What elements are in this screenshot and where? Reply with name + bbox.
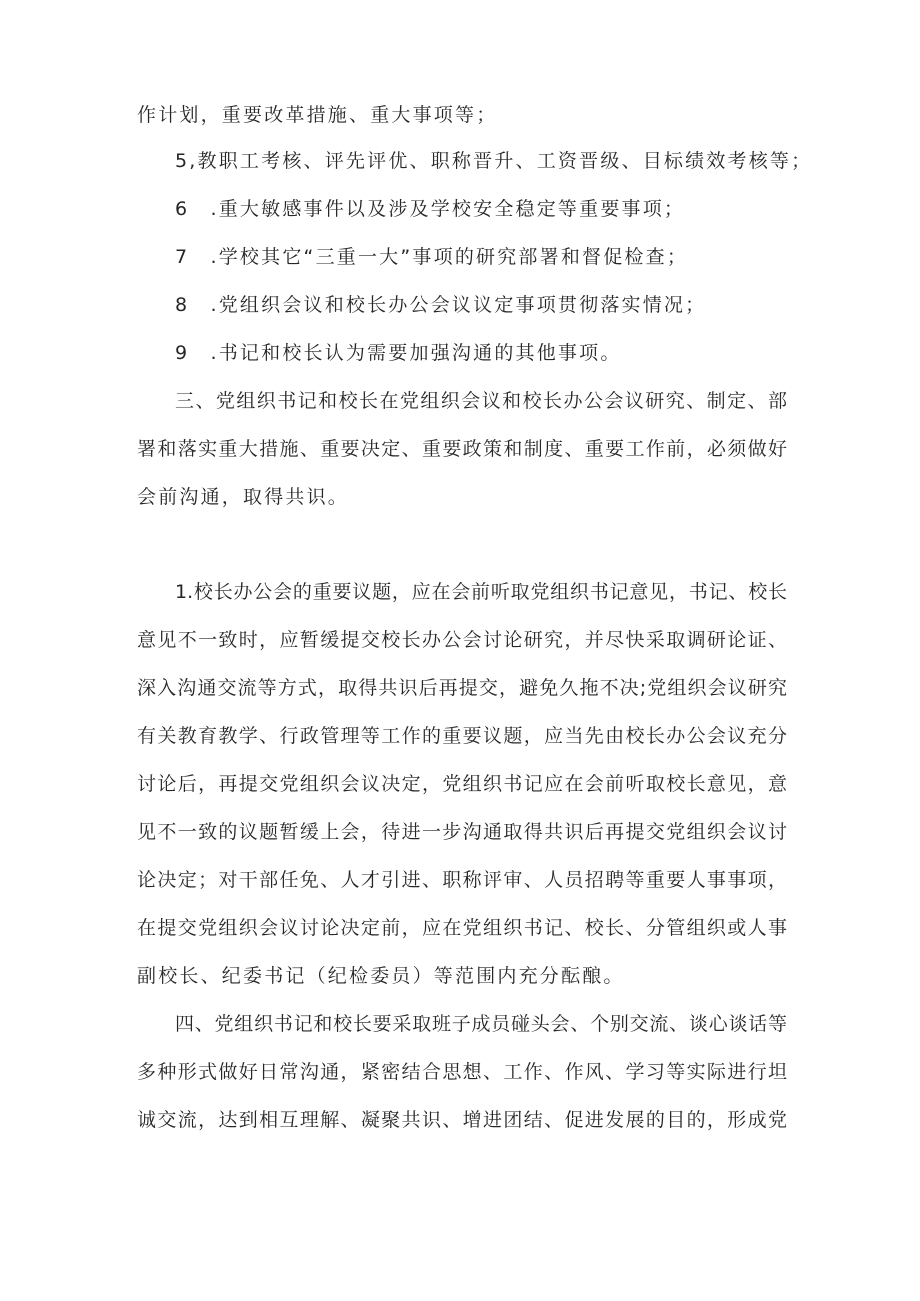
paragraph-line: 深入沟通交流等方式，取得共识后再提交，避免久拖不决;党组织会议研究 bbox=[137, 677, 787, 699]
list-item-5: 5,教职工考核、评先评优、职称晋升、工资晋级、目标绩效考核等； bbox=[175, 150, 813, 172]
paragraph-line: 1.校长办公会的重要议题，应在会前听取党组织书记意见，书记、校长 bbox=[175, 581, 787, 603]
section-four-line: 诚交流，达到相互理解、凝聚共识、增进团结、促进发展的目的，形成党 bbox=[137, 1109, 787, 1131]
paragraph-line: 论决定；对干部任免、人才引进、职称评审、人员招聘等重要人事事项， bbox=[137, 869, 787, 891]
paragraph-line: 讨论后，再提交党组织会议决定，党组织书记应在会前听取校长意见，意 bbox=[137, 773, 787, 795]
paragraph-line: 意见不一致时，应暂缓提交校长办公会讨论研究，并尽快采取调研论证、 bbox=[137, 629, 787, 651]
list-item-6: 6 .重大敏感事件以及涉及学校安全稳定等重要事项； bbox=[175, 198, 686, 220]
paragraph-line: 在提交党组织会议讨论决定前，应在党组织书记、校长、分管组织或人事 bbox=[137, 917, 787, 939]
paragraph-line: 副校长、纪委书记（纪检委员）等范围内充分酝酿。 bbox=[137, 965, 625, 987]
paragraph-line: 有关教育教学、行政管理等工作的重要议题，应当先由校长办公会议充分 bbox=[137, 725, 787, 747]
text-line: 作计划，重要改革措施、重大事项等； bbox=[137, 104, 498, 126]
list-item-7: 7 .学校其它“三重一大”事项的研究部署和督促检查； bbox=[175, 246, 689, 268]
section-three-line: 三、党组织书记和校长在党组织会议和校长办公会议研究、制定、部 bbox=[175, 390, 787, 412]
section-three-line: 署和落实重大措施、重要决定、重要政策和制度、重要工作前，必须做好 bbox=[137, 438, 787, 460]
list-item-9: 9 .书记和校长认为需要加强沟通的其他事项。 bbox=[175, 342, 622, 364]
section-four-line: 多种形式做好日常沟通，紧密结合思想、工作、作风、学习等实际进行坦 bbox=[137, 1061, 787, 1083]
list-item-8: 8 .党组织会议和校长办公会议议定事项贯彻落实情况； bbox=[175, 294, 707, 316]
paragraph-line: 见不一致的议题暂缓上会，待进一步沟通取得共识后再提交党组织会议讨 bbox=[137, 821, 787, 843]
section-three-line: 会前沟通，取得共识。 bbox=[137, 486, 350, 508]
section-four-line: 四、党组织书记和校长要采取班子成员碰头会、个别交流、谈心谈话等 bbox=[175, 1013, 787, 1035]
